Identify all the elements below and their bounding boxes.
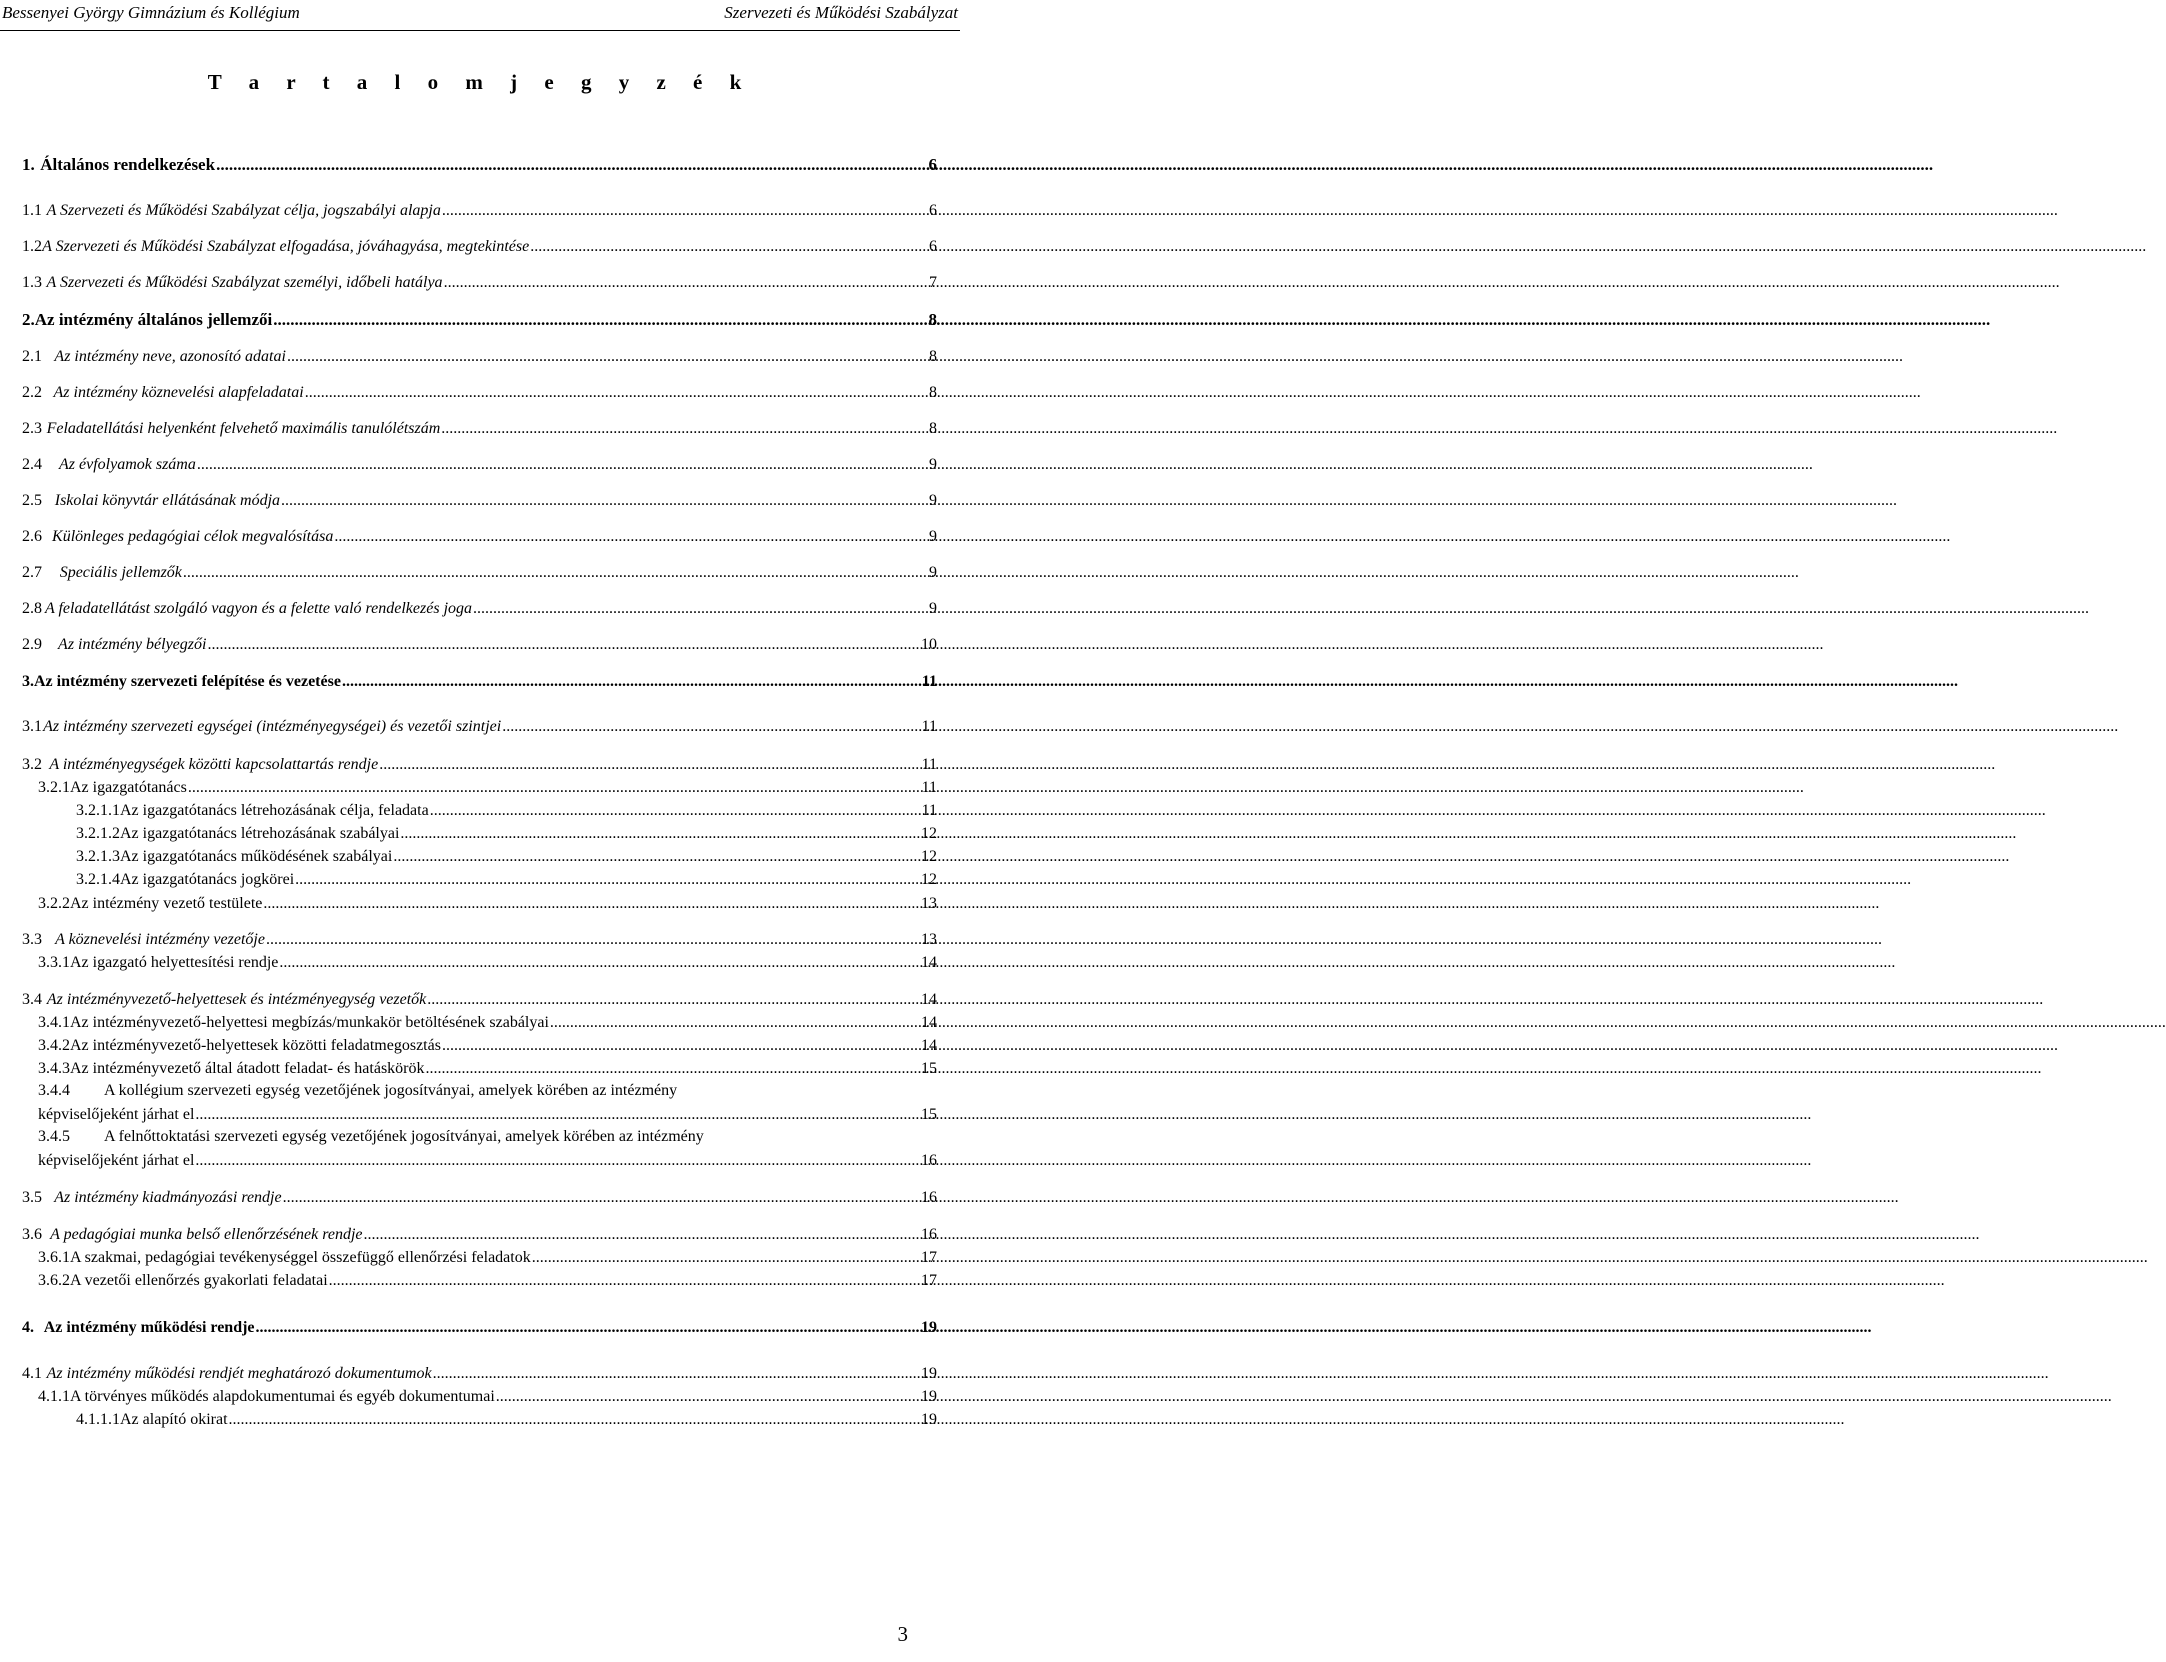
toc-entry-title: Az intézmény szervezeti felépítése és vezetése [34,673,341,690]
toc-entry-title: Feladatellátási helyenként felvehető maximális tanulólétszám [46,420,441,437]
toc-entry-title: A kollégium szervezeti egység vezetőjének jogosítványai, amelyek körében az intézmény [104,1082,678,1099]
toc-entry-page: 15 [921,1060,937,1077]
toc-leader-dots [295,870,918,890]
toc-entry-page: 16 [921,1189,937,1206]
toc-leader-dots [273,310,925,330]
toc-entry-3-1[interactable] [22,717,937,737]
toc-leader-dots [530,237,926,257]
toc-entry-page: 16 [921,1226,937,1243]
toc-entry-3-2-1[interactable] [38,778,937,798]
toc-entry-3-2[interactable] [22,755,937,775]
toc-entry-2-1[interactable] [22,347,937,367]
toc-entry-title: Az intézmény működési rendjét meghatározó dokumentumok [46,1365,432,1382]
toc-entry-number: 2.8 [22,600,42,617]
toc-entry-number: 3.6 [22,1226,42,1243]
toc-entry-2-5[interactable] [22,491,937,511]
toc-entry-4[interactable] [22,1318,937,1338]
toc-entry-3-6[interactable] [22,1225,937,1245]
toc-entry-title-continued: képviselőjeként járhat el [38,1152,195,1169]
toc-entry-title: Az igazgatótanács jogkörei [120,871,295,888]
toc-entry-title: Az igazgatótanács [70,779,187,796]
toc-entry-page: 15 [921,1106,937,1123]
toc-entry-title: Az intézmény szervezeti egységei (intézményegységei) és vezetői szintjei [43,718,502,735]
toc-entry-3-6-1[interactable] [38,1248,937,1268]
toc-entry-title: Az intézmény neve, azonosító adatai [54,348,286,365]
toc-leader-dots [532,1248,918,1268]
toc-leader-dots [329,1271,918,1291]
toc-entry-page: 8 [928,310,937,329]
toc-entry-3-6-2[interactable] [38,1271,937,1291]
toc-entry-number: 3.4.1 [38,1014,70,1031]
toc-entry-page: 8 [929,384,937,401]
toc-leader-dots [473,599,926,619]
toc-entry-title: A Szervezeti és Működési Szabályzat személyi, időbeli hatálya [46,274,443,291]
toc-title: T a r t a l o m j e g y z é k [207,70,753,94]
toc-entry-title: Az intézmény vezető testülete [70,895,263,912]
toc-entry-number: 2.1 [22,348,42,365]
toc-entry-4-1-1[interactable] [38,1387,937,1407]
toc-leader-dots [550,1013,918,1033]
toc-entry-3-3[interactable] [22,930,937,950]
toc-entry-page: 14 [921,991,937,1008]
toc-entry-3-4[interactable] [22,990,937,1010]
toc-entry-page: 16 [921,1152,937,1169]
toc-entry-number: 4.1.1 [38,1388,70,1405]
toc-entry-title: A szakmai, pedagógiai tevékenységgel összefüggő ellenőrzési feladatok [70,1249,531,1266]
toc-entry-page: 12 [921,825,937,842]
toc-entry-3-3-1[interactable] [38,953,937,973]
toc-leader-dots [195,1151,918,1171]
toc-entry-number: 4.1.1.1 [76,1411,120,1428]
toc-leader-dots [216,155,925,175]
toc-entry-2-7[interactable] [22,563,937,583]
toc-entry-page: 14 [921,954,937,971]
toc-entry-number: 1.1 [22,202,42,219]
toc-entry-title: Az intézmény kiadmányozási rendje [54,1189,282,1206]
toc-leader-dots [263,894,918,914]
toc-entry-2[interactable] [22,310,937,330]
toc-leader-dots [287,347,926,367]
toc-entry-page: 13 [921,931,937,948]
toc-entry-page: 17 [921,1249,937,1266]
toc-leader-dots [379,755,918,775]
toc-leader-dots [442,1036,918,1056]
toc-entry-number: 4.1 [22,1365,42,1382]
toc-entry-title: Az évfolyamok száma [59,456,196,473]
toc-leader-dots [195,1105,918,1125]
toc-leader-dots [281,491,926,511]
toc-entry-title: A Szervezeti és Működési Szabályzat elfogadása, jóváhagyása, megtekintése [42,238,530,255]
toc-entry-page: 19 [921,1411,937,1428]
page-number: 3 [897,1622,908,1646]
toc-entry-page: 13 [921,895,937,912]
toc-leader-dots [442,201,926,221]
toc-leader-dots [266,930,918,950]
toc-entry-1[interactable] [22,155,937,175]
toc-entry-2-8[interactable] [22,599,937,619]
toc-leader-dots [364,1225,918,1245]
toc-entry-number: 3.2.2 [38,895,70,912]
toc-entry-3-2-1-2[interactable] [76,824,937,844]
toc-entry-3-4-4[interactable] [38,1105,937,1125]
header-document-name: Szervezeti és Működési Szabályzat [724,3,958,22]
toc-leader-dots [426,1059,918,1079]
toc-entry-number: 2. [22,310,35,329]
toc-entry-page: 14 [921,1014,937,1031]
toc-entry-title: Az intézmény bélyegzői [58,636,207,653]
toc-leader-dots [433,1364,918,1384]
toc-leader-dots [441,419,926,439]
toc-entry-page: 8 [929,348,937,365]
toc-leader-dots [229,1410,918,1430]
toc-entry-page: 11 [921,756,937,773]
toc-entry-number: 3.3.1 [38,954,70,971]
toc-entry-3-4-2[interactable] [38,1036,937,1056]
toc-entry-number: 3.2.1 [38,779,70,796]
toc-entry-number: 2.3 [22,420,42,437]
toc-entry-title: A Szervezeti és Működési Szabályzat célja, jogszabályi alapja [46,202,441,219]
toc-entry-number: 3.2 [22,756,42,773]
toc-entry-title: Az intézményvezető-helyettesek közötti feladatmegosztás [70,1037,441,1054]
toc-entry-page: 9 [929,456,937,473]
toc-entry-4-1-1-1[interactable] [76,1410,937,1430]
toc-entry-title: Iskolai könyvtár ellátásának módja [54,492,281,509]
toc-entry-1-2[interactable] [22,237,937,257]
toc-entry-3-4-3[interactable] [38,1059,937,1079]
toc-leader-dots [183,563,926,583]
toc-entry-number: 2.4 [22,456,42,473]
toc-entry-page: 12 [921,848,937,865]
toc-entry-number: 2.6 [22,528,42,545]
toc-entry-page: 8 [929,420,937,437]
toc-leader-dots [444,273,926,293]
toc-leader-dots [197,455,926,475]
toc-entry-3-2-1-4[interactable] [76,870,937,890]
toc-leader-dots [427,990,918,1010]
toc-entry-title: Az igazgató helyettesítési rendje [70,954,279,971]
toc-leader-dots [334,527,926,547]
toc-entry-title: Az igazgatótanács működésének szabályai [120,848,393,865]
toc-entry-title: Általános rendelkezések [40,155,216,174]
toc-entry-title: Különleges pedagógiai célok megvalósítása [52,528,334,545]
toc-entry-number: 3.4.2 [38,1037,70,1054]
toc-entry-title: A törvényes működés alapdokumentumai és egyéb dokumentumai [70,1388,495,1405]
toc-leader-dots [283,1188,918,1208]
toc-entry-number: 3.4 [22,991,42,1008]
toc-entry-title: A intézményegységek közötti kapcsolattartás rendje [49,756,379,773]
toc-leader-dots [256,1318,918,1338]
toc-entry-page: 11 [921,673,937,690]
page-header [0,0,960,31]
toc-entry-1-1[interactable] [22,201,937,221]
toc-entry-3-5[interactable] [22,1188,937,1208]
toc-entry-2-9[interactable] [22,635,937,655]
toc-leader-dots [342,672,919,692]
toc-entry-number: 2.5 [22,492,42,509]
toc-entry-number: 3.2.1.2 [76,825,120,842]
toc-entry-page: 11 [921,718,937,735]
toc-entry-number: 3.1 [22,718,42,735]
toc-entry-3-4-1[interactable] [38,1013,937,1033]
toc-leader-dots [207,635,918,655]
toc-entry-3-4-5[interactable] [38,1151,937,1171]
toc-entry-title: A köznevelési intézmény vezetője [55,931,265,948]
toc-entry-title: Az intézményvezető-helyettesek és intézményegység vezetők [46,991,427,1008]
toc-entry-title: Az alapító okirat [120,1411,228,1428]
toc-entry-number: 1.2 [22,238,42,255]
toc-entry-page: 10 [921,636,937,653]
toc-entry-number: 3. [22,673,34,690]
toc-entry-title: A vezetői ellenőrzés gyakorlati feladatai [70,1272,328,1289]
toc-leader-dots [393,847,918,867]
toc-leader-dots [502,717,918,737]
toc-entry-page: 17 [921,1272,937,1289]
toc-entry-title: Az intézmény működési rendje [43,1319,255,1336]
toc-entry-number: 1.3 [22,274,42,291]
toc-entry-title: A feladatellátást szolgáló vagyon és a felette való rendelkezés joga [44,600,473,617]
toc-entry-title: A pedagógiai munka belső ellenőrzésének rendje [50,1226,363,1243]
header-school-name: Bessenyei György Gimnázium és Kollégium [2,3,300,22]
toc-entry-page: 7 [929,274,937,291]
toc-entry-page: 6 [928,155,937,174]
toc-entry-number: 3.2.1.1 [76,802,120,819]
toc-entry-title: Az igazgatótanács létrehozásának célja, feladata [120,802,429,819]
toc-entry-title: Az intézmény köznevelési alapfeladatai [53,384,304,401]
toc-entry-page: 6 [929,202,937,219]
toc-entry-number: 3.2.1.4 [76,871,120,888]
toc-entry-page: 9 [929,564,937,581]
toc-entry-4-1[interactable] [22,1364,937,1384]
toc-leader-dots [400,824,918,844]
toc-entry-page: 19 [921,1388,937,1405]
toc-entry-page: 11 [921,779,937,796]
toc-entry-page: 9 [929,492,937,509]
toc-entry-number: 3.6.1 [38,1249,70,1266]
toc-entry-page: 9 [929,600,937,617]
toc-entry-number: 2.7 [22,564,42,581]
toc-entry-page: 19 [921,1319,937,1336]
toc-entry-3-4-5-line1[interactable] [38,1128,704,1146]
toc-entry-number: 3.5 [22,1189,42,1206]
toc-entry-title: Az intézményvezető-helyettesi megbízás/munkakör betöltésének szabályai [70,1014,549,1031]
toc-entry-1-3[interactable] [22,273,937,293]
toc-entry-title: Speciális jellemzők [59,564,182,581]
toc-leader-dots [188,778,919,798]
toc-entry-2-3[interactable] [22,419,937,439]
toc-entry-title: A felnőttoktatási szervezeti egység vezetőjének jogosítványai, amelyek körében az intézmény [104,1128,704,1145]
toc-entry-page: 6 [929,238,937,255]
toc-entry-2-2[interactable] [22,383,937,403]
toc-entry-page: 9 [929,528,937,545]
toc-entry-number: 2.2 [22,384,42,401]
toc-entry-number: 3.4.4 [38,1082,70,1099]
toc-leader-dots [430,801,919,821]
toc-entry-number: 4. [22,1319,34,1336]
toc-entry-number: 3.6.2 [38,1272,70,1289]
toc-entry-3-2-1-3[interactable] [76,847,937,867]
toc-entry-number: 3.2.1.3 [76,848,120,865]
toc-leader-dots [305,383,926,403]
toc-entry-number: 2.9 [22,636,42,653]
toc-entry-3-4-4-line1[interactable] [38,1082,677,1100]
toc-entry-2-6[interactable] [22,527,937,547]
toc-entry-3-2-2[interactable] [38,894,937,914]
toc-entry-2-4[interactable] [22,455,937,475]
toc-entry-number: 1. [22,155,35,174]
toc-entry-title: Az intézményvezető által átadott feladat- és hatáskörök [70,1060,425,1077]
toc-entry-number: 3.3 [22,931,42,948]
toc-leader-dots [279,953,918,973]
toc-entry-page: 19 [921,1365,937,1382]
toc-entry-title: Az intézmény általános jellemzői [34,310,273,329]
toc-entry-title-continued: képviselőjeként járhat el [38,1106,195,1123]
toc-entry-number: 3.4.3 [38,1060,70,1077]
toc-entry-3-2-1-1[interactable] [76,801,937,821]
toc-entry-page: 12 [921,871,937,888]
toc-leader-dots [496,1387,918,1407]
toc-entry-page: 11 [921,802,937,819]
toc-entry-title: Az igazgatótanács létrehozásának szabályai [120,825,400,842]
toc-entry-page: 14 [921,1037,937,1054]
toc-entry-number: 3.4.5 [38,1128,70,1145]
toc-entry-3[interactable] [22,672,937,692]
